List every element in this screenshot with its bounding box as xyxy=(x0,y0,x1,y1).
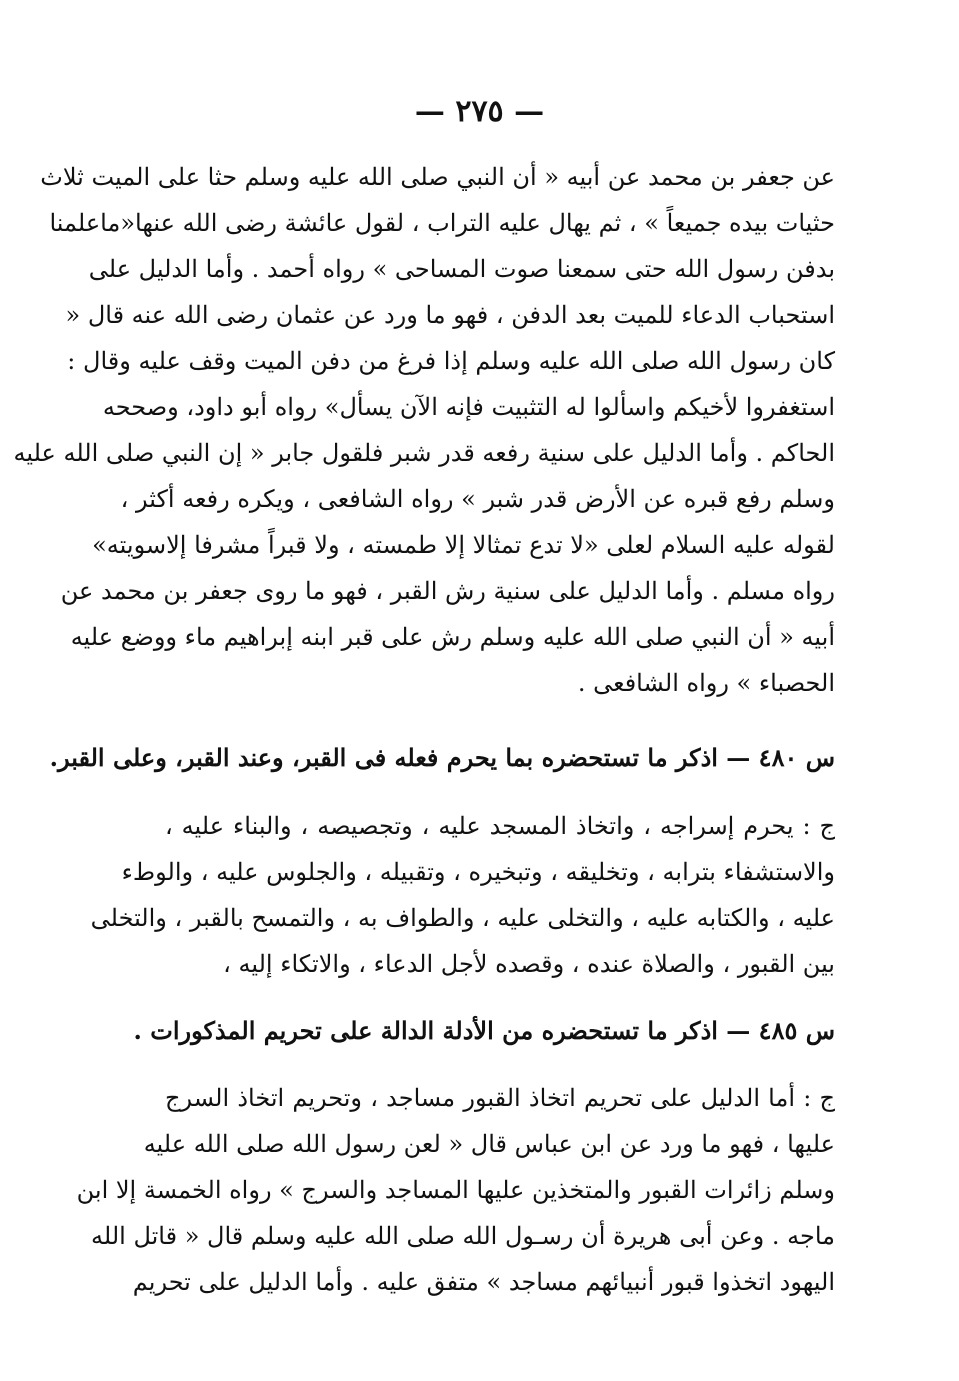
answer-line: ج : يحرم إسراجه ، واتخاذ المسجد عليه ، وتجصيصه ، والبناء عليه ، xyxy=(165,812,835,840)
text-line: عن جعفر بن محمد عن أبيه « أن النبي صلى الله عليه وسلم حثا على الميت ثلاث xyxy=(40,163,835,191)
question-heading: س ٤٨٥ — اذكر ما تستحضره من الأدلة الدالة على تحريم المذكورات . xyxy=(133,1016,835,1045)
text-line: رواه مسلم . وأما الدليل على سنية رش القبر ، فهو ما روى جعفر بن محمد عن xyxy=(60,577,835,605)
answer-line: ج : أما الدليل على تحريم اتخاذ القبور مساجد ، وتحريم اتخاذ السرج xyxy=(165,1084,835,1112)
answer-line: بين القبور ، والصلاة عنده ، وقصده لأجل الدعاء ، والاتكاء إليه ، xyxy=(223,950,835,978)
text-line: استحباب الدعاء للميت بعد الدفن ، فهو ما ورد عن عثمان رضى الله عنه قال « xyxy=(65,301,835,329)
text-line: بدفن رسول الله حتى سمعنا صوت المساحى » رواه أحمد . وأما الدليل على xyxy=(88,255,835,283)
text-line: الحصباء » رواه الشافعى . xyxy=(577,669,835,697)
answer-line: وسلم زائرات القبور والمتخذين عليها المساجد والسرج » رواه الخمسة إلا ابن xyxy=(76,1176,835,1204)
answer-line: عليها ، فهو ما ورد عن ابن عباس قال « لعن رسول الله صلى الله عليه xyxy=(143,1130,835,1158)
text-line: الحاكم . وأما الدليل على سنية رفعه قدر شبر فلقول جابر « إن النبي صلى الله عليه xyxy=(13,439,835,467)
text-line: استغفروا لأخيكم واسألوا له التثبيت فإنه الآن يسأل» رواه أبو داود، وصححه xyxy=(102,393,835,421)
answer-line: اليهود اتخذوا قبور أنبيائهم مساجد » متفق عليه . وأما الدليل على تحريم xyxy=(132,1268,835,1296)
question-heading: س ٤٨٠ — اذكر ما تستحضره بما يحرم فعله فى القبر، وعند القبر، وعلى القبر. xyxy=(49,743,835,772)
answer-line: ماجه . وعن أبى هريرة أن رسـول الله صلى الله عليه وسلم قال « قاتل الله xyxy=(91,1222,835,1250)
text-line: أبيه « أن النبي صلى الله عليه وسلم رش على قبر ابنه إبراهيم ماء ووضع عليه xyxy=(70,623,835,651)
answer-line: عليه ، والكتابه عليه ، والتخلى عليه ، والطواف به ، والتمسح بالقبر ، والتخلى xyxy=(90,904,835,932)
text-line: لقوله عليه السلام لعلى «لا تدع تمثالا إلا طمسته ، ولا قبراً مشرفا إلاسويته» xyxy=(92,531,835,559)
text-line: وسلم رفع قبره عن الأرض قدر شبر » رواه الشافعى ، ويكره رفعه أكثر ، xyxy=(120,485,835,513)
page-number: — ٢٧٥ — xyxy=(414,94,545,129)
answer-line: والاستشفاء بترابه ، وتخليقه ، وتبخيره ، وتقبيله ، والجلوس عليه ، والوطء xyxy=(121,858,835,886)
text-line: حثيات بيده جميعاً » ، ثم يهال عليه التراب ، لقول عائشة رضى الله عنها«ماعلمنا xyxy=(49,209,835,237)
text-line: كان رسول الله صلى الله عليه وسلم إذا فرغ من دفن الميت وقف عليه وقال : xyxy=(67,347,835,375)
